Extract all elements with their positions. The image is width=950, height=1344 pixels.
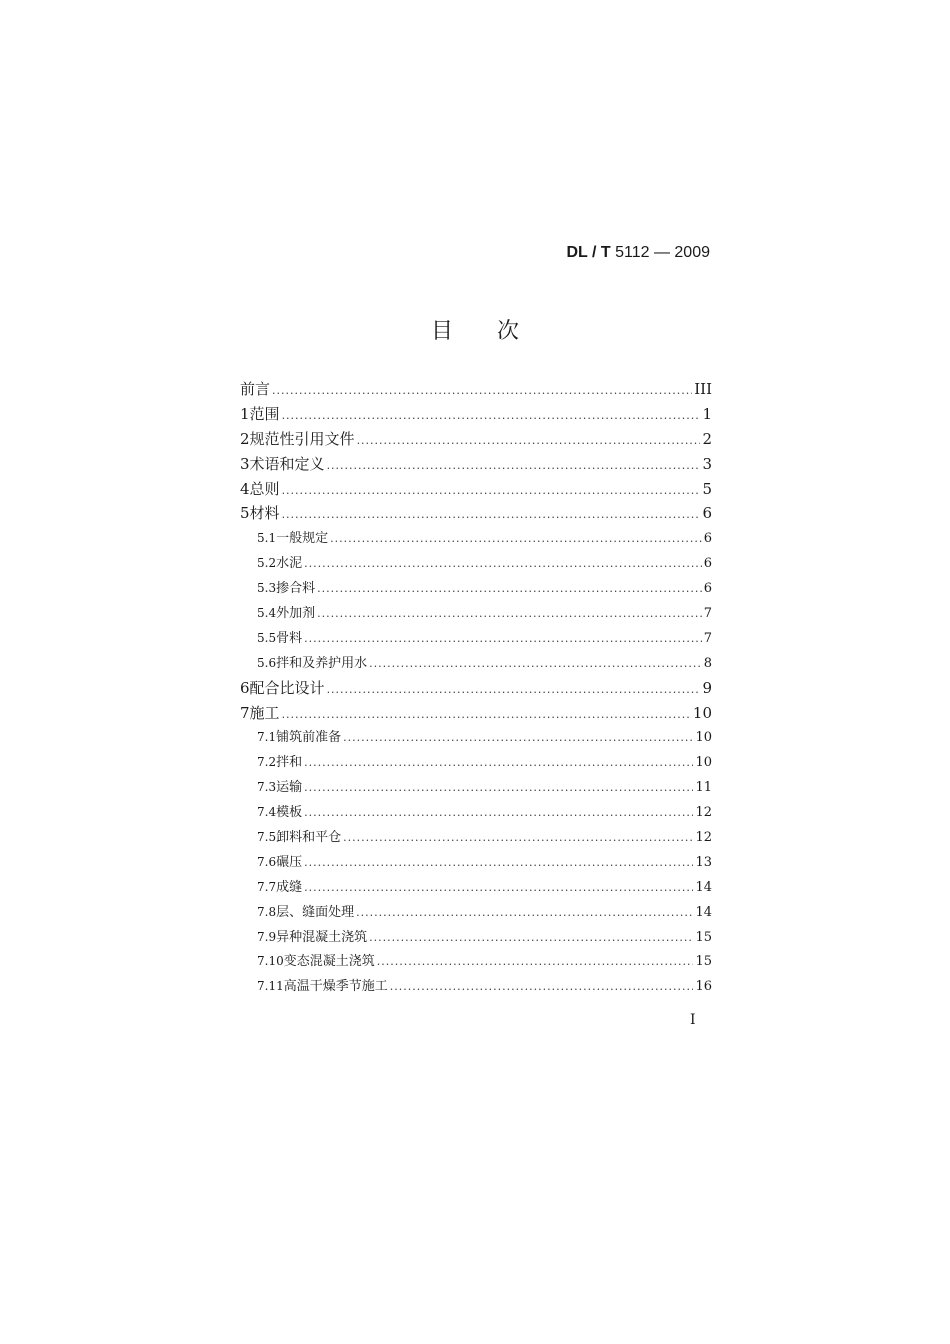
toc-dot-leader — [304, 806, 693, 819]
toc-entry-page: 15 — [695, 954, 712, 970]
toc-dot-leader — [330, 532, 702, 545]
toc-entry-number: 5.3 — [257, 581, 277, 596]
toc-entry-number: 7.11 — [257, 979, 284, 994]
toc-entry[interactable] — [240, 428, 712, 453]
toc-entry-label: 水泥 — [276, 556, 303, 572]
toc-entry-label: 掺合料 — [276, 581, 316, 597]
toc-entry-number: 7.3 — [257, 780, 277, 795]
toc-entry-label: 一般规定 — [276, 531, 329, 547]
toc-dot-leader — [282, 409, 701, 422]
toc-entry-page: 5 — [702, 479, 712, 498]
toc-entry-page: 12 — [695, 830, 712, 846]
toc-dot-leader — [304, 881, 693, 894]
toc-entry-number: 5.5 — [257, 630, 277, 645]
toc-entry-page: 6 — [703, 531, 712, 547]
toc-dot-leader — [369, 657, 702, 670]
standard-code-prefix: DL / T — [566, 244, 611, 261]
toc-entry-number: 3 — [240, 454, 250, 473]
toc-entry-page: 3 — [702, 454, 712, 473]
toc-entry[interactable] — [240, 901, 712, 926]
table-of-contents — [240, 378, 712, 1000]
toc-dot-leader — [304, 632, 702, 645]
standard-code-number: 5112 — 2009 — [610, 244, 710, 261]
toc-entry[interactable] — [240, 702, 712, 727]
toc-entry-label: 总则 — [249, 479, 280, 498]
toc-entry-label: 配合比设计 — [249, 678, 325, 697]
toc-entry-number: 7.1 — [257, 730, 277, 745]
toc-entry-page: 13 — [695, 854, 712, 870]
toc-entry-number: 7.4 — [257, 805, 277, 820]
toc-dot-leader — [282, 508, 701, 521]
toc-dot-leader — [317, 582, 702, 595]
toc-entry-number: 5 — [240, 504, 250, 523]
toc-dot-leader — [390, 980, 694, 993]
toc-entry-page: 10 — [692, 703, 712, 722]
page-number: I — [690, 1012, 696, 1028]
toc-entry[interactable] — [240, 627, 712, 652]
toc-dot-leader — [304, 557, 702, 570]
toc-entry-label: 外加剂 — [276, 606, 316, 622]
toc-entry-number: 5.4 — [257, 606, 277, 621]
toc-entry-page: 16 — [695, 979, 712, 995]
toc-entry[interactable] — [240, 851, 712, 876]
toc-entry[interactable] — [240, 776, 712, 801]
page-title: 目次 — [430, 319, 563, 344]
toc-entry-page: 1 — [702, 404, 712, 423]
toc-dot-leader — [377, 955, 694, 968]
toc-entry-number: 7.7 — [257, 879, 277, 894]
toc-entry-number: 7.10 — [257, 954, 284, 969]
toc-entry-page: 15 — [695, 929, 712, 945]
toc-entry-number: 4 — [240, 479, 250, 498]
toc-entry-label: 规范性引用文件 — [249, 429, 355, 448]
toc-dot-leader — [369, 931, 693, 944]
toc-entry-label: 拌和 — [276, 755, 303, 771]
toc-entry-label: 骨料 — [276, 630, 303, 646]
toc-entry[interactable] — [240, 577, 712, 602]
toc-entry-page: 14 — [695, 879, 712, 895]
toc-entry[interactable] — [240, 801, 712, 826]
toc-entry-label: 卸料和平仓 — [276, 830, 342, 846]
toc-entry-label: 材料 — [249, 504, 280, 523]
toc-entry-page: 6 — [702, 504, 712, 523]
toc-entry-number: 6 — [240, 678, 250, 697]
toc-entry-number: 5.2 — [257, 556, 277, 571]
toc-dot-leader — [357, 434, 701, 447]
toc-entry-page: 6 — [703, 581, 712, 597]
toc-entry-label: 碾压 — [276, 854, 303, 870]
toc-dot-leader — [343, 831, 693, 844]
toc-entry-number: 7.5 — [257, 830, 277, 845]
toc-entry[interactable] — [240, 826, 712, 851]
toc-entry[interactable] — [240, 652, 712, 677]
toc-entry-number: 5.1 — [257, 531, 277, 546]
toc-entry[interactable] — [240, 478, 712, 503]
toc-entry[interactable] — [240, 726, 712, 751]
toc-entry-number: 7.8 — [257, 904, 277, 919]
toc-dot-leader — [304, 856, 693, 869]
toc-entry-label: 范围 — [249, 404, 280, 423]
toc-entry-label: 模板 — [276, 805, 303, 821]
toc-entry[interactable] — [240, 751, 712, 776]
toc-dot-leader — [327, 459, 701, 472]
toc-entry-page: 2 — [702, 429, 712, 448]
toc-entry-label: 施工 — [249, 703, 280, 722]
toc-entry-page: 10 — [695, 730, 712, 746]
toc-entry-label: 前言 — [240, 380, 271, 398]
toc-entry-page: III — [694, 380, 712, 398]
toc-entry[interactable] — [240, 876, 712, 901]
toc-dot-leader — [304, 756, 693, 769]
toc-entry[interactable] — [240, 602, 712, 627]
toc-entry[interactable] — [240, 950, 712, 975]
toc-entry-label: 高温干燥季节施工 — [283, 979, 388, 995]
toc-entry-label: 成缝 — [276, 879, 303, 895]
toc-entry[interactable] — [240, 527, 712, 552]
toc-entry[interactable] — [240, 453, 712, 478]
toc-entry-page: 11 — [695, 780, 712, 796]
toc-dot-leader — [282, 708, 691, 721]
toc-entry-page: 14 — [695, 904, 712, 920]
toc-entry[interactable] — [240, 502, 712, 527]
toc-entry-number: 7 — [240, 703, 250, 722]
toc-entry-page: 12 — [695, 805, 712, 821]
toc-entry-number: 2 — [240, 429, 250, 448]
toc-entry[interactable] — [240, 552, 712, 577]
toc-entry-label: 异种混凝土浇筑 — [276, 929, 368, 945]
toc-entry-label: 变态混凝土浇筑 — [283, 954, 375, 970]
toc-entry-page: 7 — [703, 606, 712, 622]
toc-entry-page: 7 — [703, 630, 712, 646]
toc-entry[interactable] — [240, 677, 712, 702]
toc-dot-leader — [272, 384, 692, 397]
toc-entry-page: 10 — [695, 755, 712, 771]
toc-entry-page: 9 — [702, 678, 712, 697]
toc-dot-leader — [317, 607, 702, 620]
toc-dot-leader — [304, 781, 693, 794]
toc-entry-number: 7.9 — [257, 929, 277, 944]
toc-entry-number: 1 — [240, 404, 250, 423]
toc-entry-label: 铺筑前准备 — [276, 730, 342, 746]
toc-entry[interactable] — [240, 403, 712, 428]
toc-entry-number: 5.6 — [257, 655, 277, 670]
toc-dot-leader — [356, 906, 693, 919]
toc-entry-label: 层、缝面处理 — [276, 904, 355, 920]
toc-dot-leader — [282, 484, 701, 497]
toc-entry[interactable] — [240, 378, 712, 403]
toc-entry-label: 术语和定义 — [249, 454, 325, 473]
toc-entry-label: 运输 — [276, 780, 303, 796]
toc-dot-leader — [343, 731, 693, 744]
toc-entry[interactable] — [240, 926, 712, 951]
toc-dot-leader — [327, 683, 701, 696]
toc-entry-number: 7.2 — [257, 755, 277, 770]
toc-entry[interactable] — [240, 975, 712, 1000]
toc-entry-page: 6 — [703, 556, 712, 572]
standard-code — [567, 244, 711, 262]
toc-entry-page: 8 — [703, 655, 712, 671]
toc-entry-label: 拌和及养护用水 — [276, 655, 368, 671]
toc-entry-number: 7.6 — [257, 854, 277, 869]
